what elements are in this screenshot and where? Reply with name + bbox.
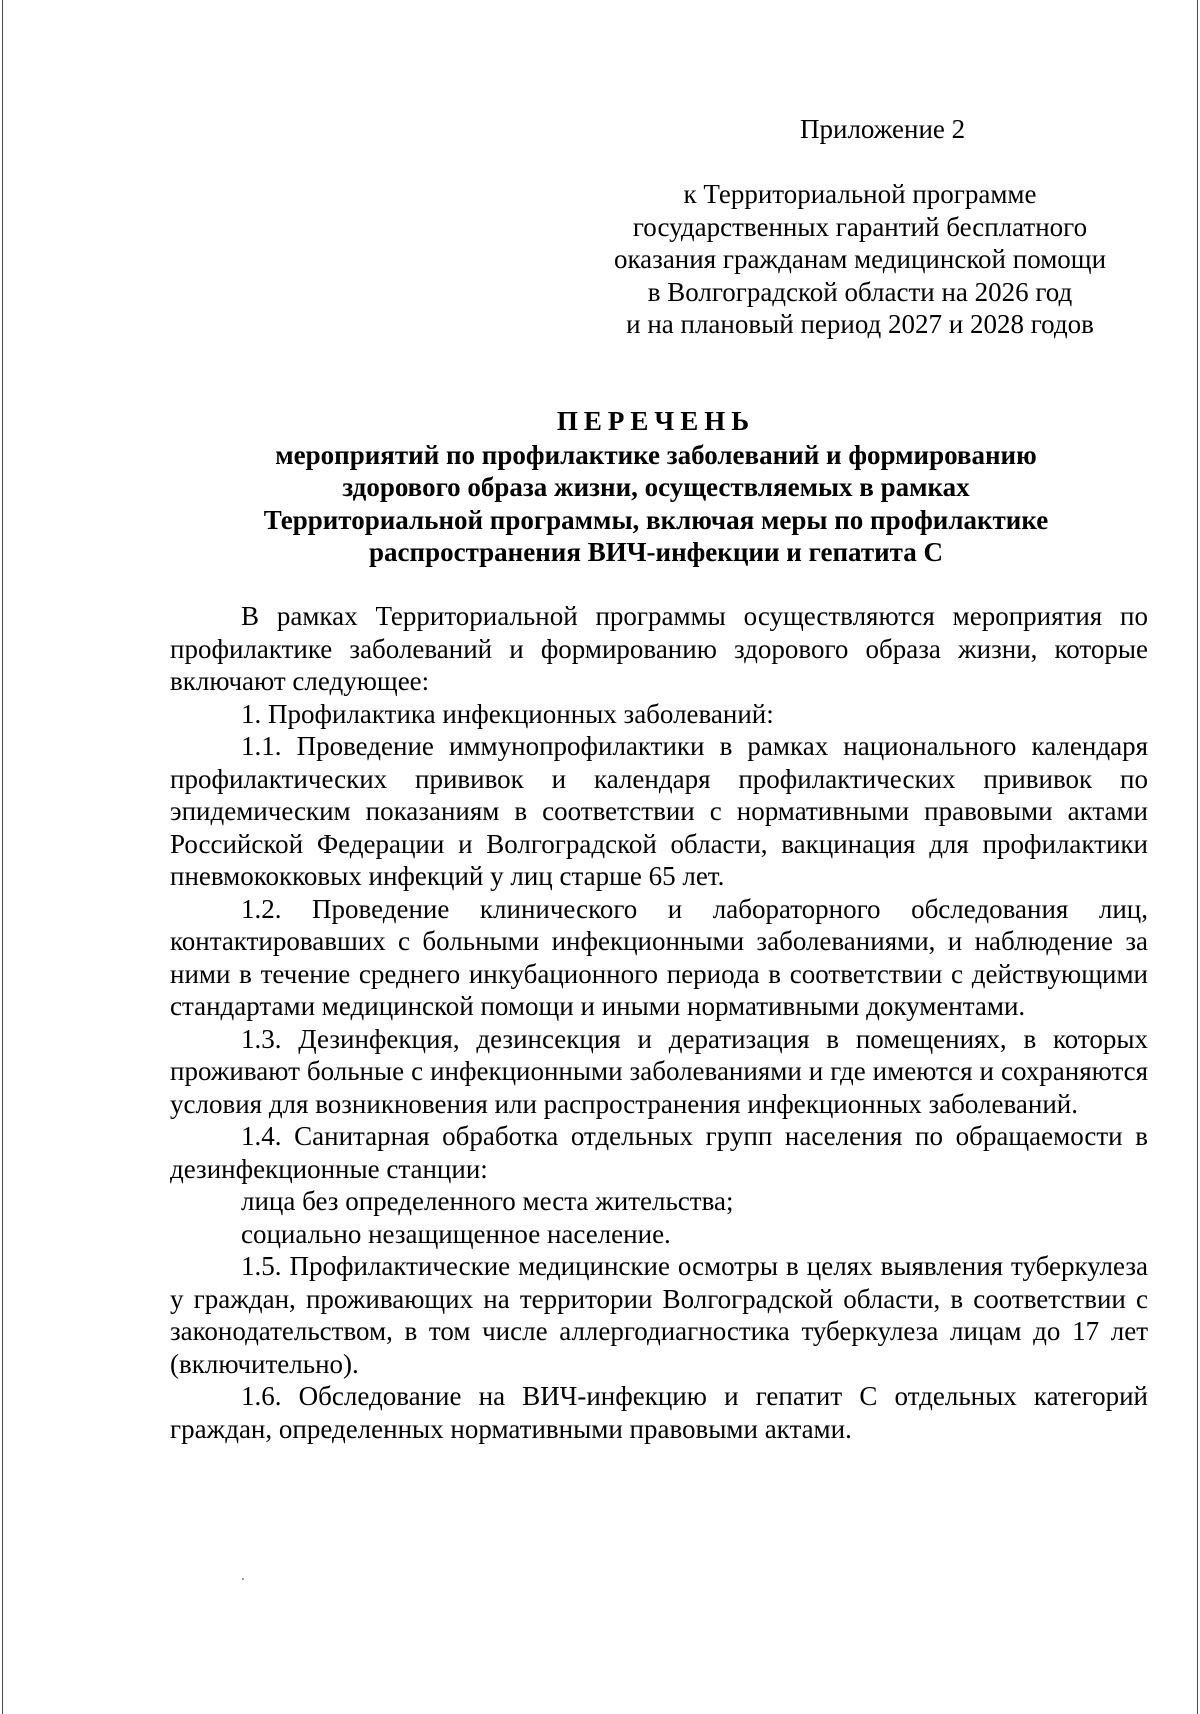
document-heading	[170, 405, 1142, 569]
scan-edge-left	[2, 0, 3, 1714]
scan-edge-right	[1197, 0, 1198, 1714]
item-1-6: 1.6. Обследование на ВИЧ-инфекцию и гепатит С отдельных категорий граждан, определенных нормативными правовыми актами.	[170, 1381, 1148, 1444]
heading-line: Территориальной программы, включая меры по профилактике	[263, 504, 1049, 535]
item-1-3: 1.3. Дезинфекция, дезинсекция и дератизация в помещениях, в которых проживают больные с инфекционными заболеваниями и где имеются и сохраняются условия для возникновения или распространения инфекционных заболеваний.	[170, 1023, 1148, 1119]
annex-line: и на плановый период 2027 и 2028 годов	[626, 309, 1094, 339]
annex-reference	[600, 178, 1120, 341]
item-1-1: 1.1. Проведение иммунопрофилактики в рамках национального календаря профилактических прививок и календаря профилактических прививок по эпидемическим показаниям в соответствии с нормативными правовыми актами Российской Федерации и Волгоградской области, вакцинация для профилактики пневмококковых инфекций у лиц старше 65 лет.	[170, 731, 1148, 891]
item-1-4: 1.4. Санитарная обработка отдельных групп населения по обращаемости в дезинфекционные станции:	[170, 1121, 1148, 1184]
item-1-4-group: социально незащищенное население.	[241, 1218, 671, 1249]
annex-line: в Волгоградской области на 2026 год	[647, 276, 1073, 307]
heading-line: распространения ВИЧ-инфекции и гепатита С	[369, 537, 943, 567]
heading-line: здорового образа жизни, осуществляемых в рамках	[342, 472, 970, 502]
annex-line: оказания гражданам медицинской помощи	[613, 244, 1107, 274]
annex-line: государственных гарантий бесплатного	[632, 211, 1088, 242]
heading-line: мероприятий по профилактике заболеваний и формированию	[275, 439, 1037, 470]
section-1-heading: 1. Профилактика инфекционных заболеваний:	[241, 698, 774, 729]
item-1-4-group: лица без определенного места жительства;	[241, 1186, 734, 1216]
intro-paragraph: В рамках Территориальной программы осуществляются мероприятия по профилактике заболеваний и формированию здорового образа жизни, которые включают следующее:	[170, 601, 1148, 696]
document-body	[170, 600, 1148, 1445]
heading-word: ПЕРЕЧЕНЬ	[556, 406, 756, 436]
item-1-2: 1.2. Проведение клинического и лабораторного обследования лиц, контактировавших с больными инфекционными заболеваниями, и наблюдение за ними в течение среднего инкубационного периода в соответствии с действующими стандартами медицинской помощи и иными нормативными документами.	[170, 893, 1148, 1021]
annex-line: к Территориальной программе	[683, 179, 1037, 209]
item-1-5: 1.5. Профилактические медицинские осмотры в целях выявления туберкулеза у граждан, проживающих на территории Волгоградской области, в соответствии с законодательством, в том числе аллергодиагностика туберкулеза лицам до 17 лет (включительно).	[170, 1251, 1148, 1379]
scan-speck	[242, 1578, 244, 1580]
annex-title: Приложение 2	[800, 114, 966, 144]
